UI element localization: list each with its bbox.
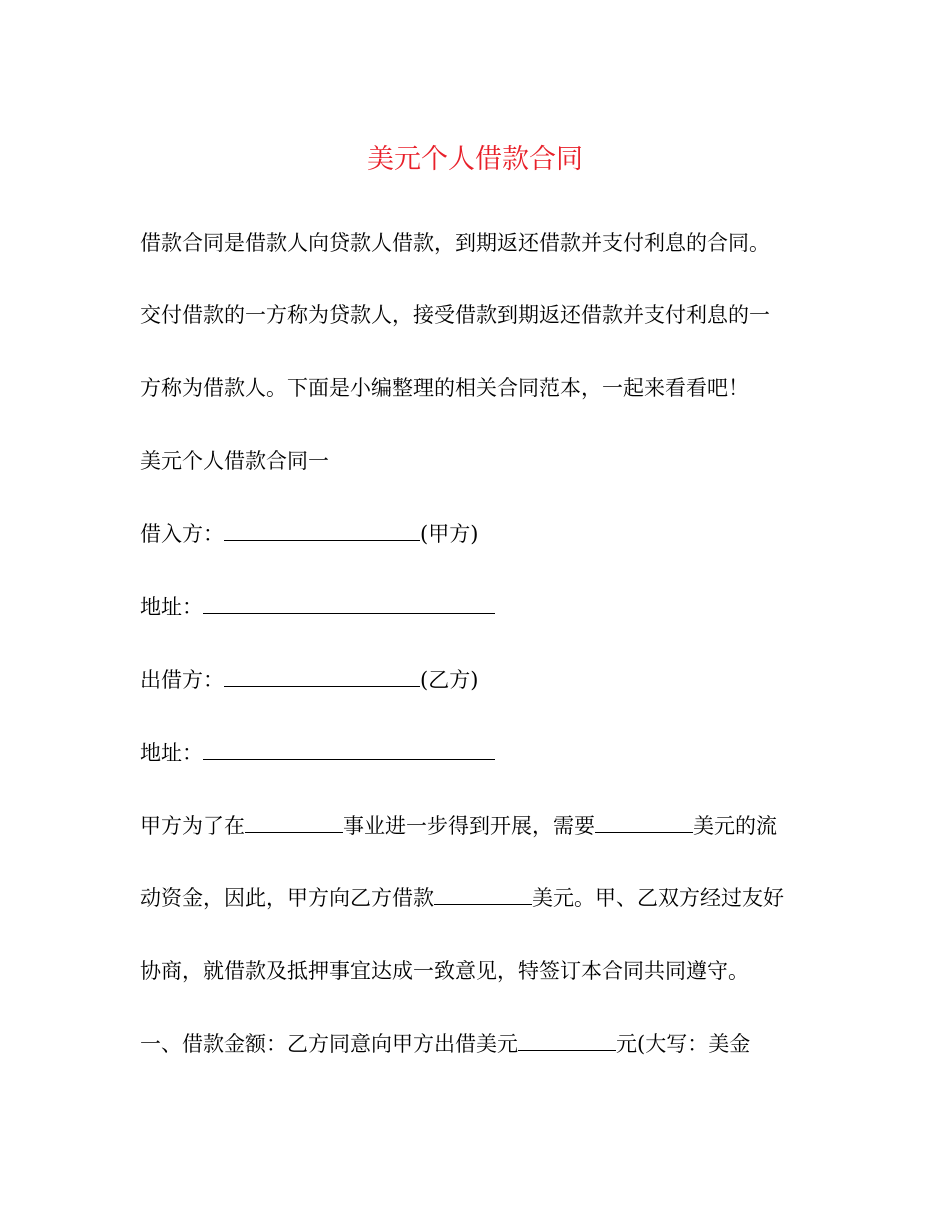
document-title: 美元个人借款合同 [367, 144, 583, 175]
lender-suffix: (乙方) [420, 668, 479, 692]
para1-line-1 [140, 811, 777, 841]
para1-line-2 [140, 883, 784, 913]
clause1-amount-blank [518, 1029, 616, 1051]
para1-text: 美元。甲、乙双方经过友好 [532, 886, 784, 910]
borrower-line [140, 519, 478, 549]
lender-blank [224, 665, 420, 687]
intro-line-1: 借款合同是借款人向贷款人借款，到期返还借款并支付利息的合同。 [140, 231, 770, 255]
lender-address-blank [203, 738, 495, 760]
para1-text: 事业进一步得到开展，需要 [343, 814, 595, 838]
para1-text: 甲方为了在 [140, 814, 245, 838]
borrower-suffix: (甲方) [420, 522, 479, 546]
lender-label: 出借方： [140, 668, 224, 692]
intro-line-3: 方称为借款人。下面是小编整理的相关合同范本，一起来看看吧！ [140, 376, 749, 400]
intro-line-2: 交付借款的一方称为贷款人，接受借款到期返还借款并支付利息的一 [140, 303, 770, 327]
clause1-text: 一、借款金额：乙方同意向甲方出借美元 [140, 1032, 518, 1056]
clause1-line [140, 1029, 750, 1059]
para1-line-3: 协商，就借款及抵押事宜达成一致意见，特签订本合同共同遵守。 [140, 959, 749, 983]
clause1-text: 元(大写：美金 [616, 1032, 751, 1056]
amount-needed-blank [595, 811, 693, 833]
para1-text: 美元的流 [693, 814, 777, 838]
lender-address-line [140, 738, 495, 768]
loan-amount-blank [434, 883, 532, 905]
address-label: 地址： [140, 741, 203, 765]
lender-line [140, 665, 478, 695]
borrower-address-blank [203, 592, 495, 614]
address-label: 地址： [140, 595, 203, 619]
borrower-address-line [140, 592, 495, 622]
section-heading: 美元个人借款合同一 [140, 449, 329, 473]
para1-text: 动资金，因此，甲方向乙方借款 [140, 886, 434, 910]
business-blank [245, 811, 343, 833]
borrower-label: 借入方： [140, 522, 224, 546]
borrower-blank [224, 519, 420, 541]
